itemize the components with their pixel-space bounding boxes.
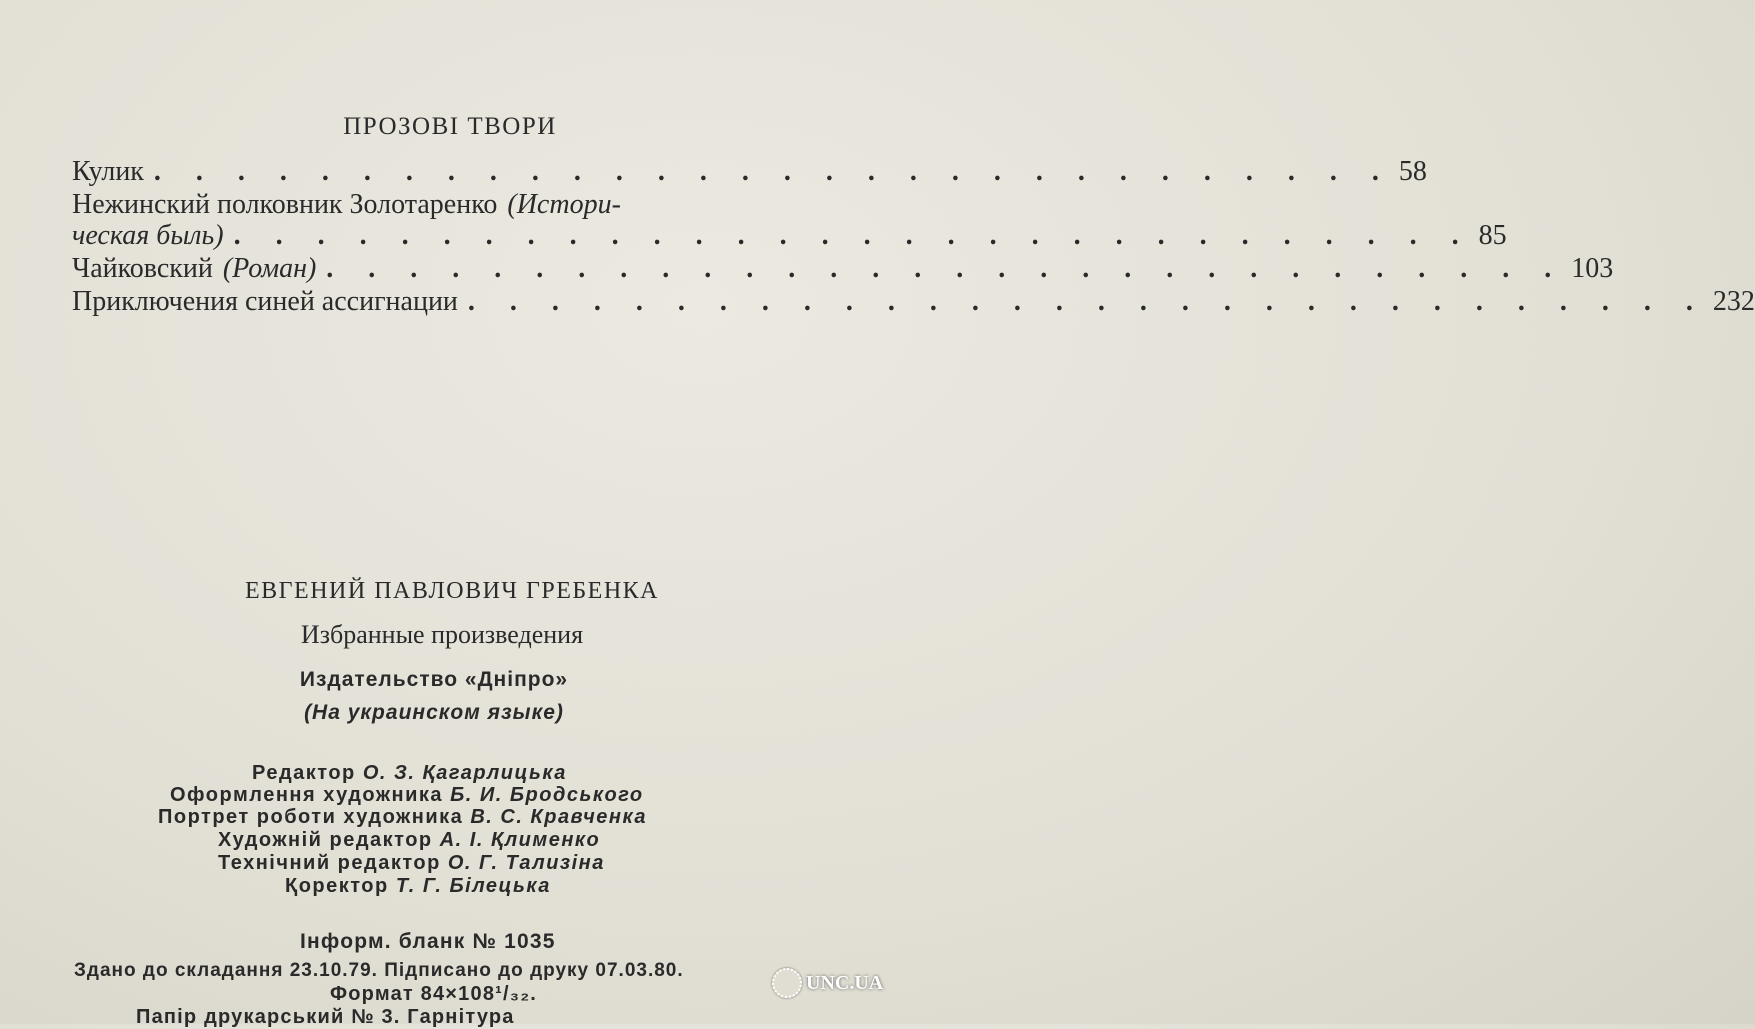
credit-role: Қоректор [285, 875, 389, 897]
credit-name: О. З. Қагарлицька [362, 762, 567, 784]
credit-role: Портрет роботи художника [158, 806, 464, 828]
credit-line [218, 829, 600, 852]
toc-entry-title: Чайковский [72, 253, 213, 284]
credit-line [218, 852, 605, 875]
credit-role: Технічний редактор [218, 852, 441, 874]
imprint-format: Формат 84×108¹/₃₂. [330, 983, 538, 1005]
credit-role: Редактор [252, 762, 356, 784]
toc-entry-page: 232 [1712, 286, 1755, 317]
toc-entry [72, 189, 830, 221]
credit-role: Художній редактор [218, 829, 433, 851]
toc-leader-dots: . . . . . . . . . . . . . . . . . . . . . . . . . . . . . . [153, 156, 1393, 187]
credit-line [158, 806, 647, 829]
imprint-paper: Папір друкарський № 3. Гарнітура [136, 1006, 515, 1028]
book-title: Избранные произведения [300, 620, 584, 649]
credit-name: Т. Г. Білецька [395, 875, 551, 897]
toc-entry-continued [72, 220, 1507, 252]
toc-entry [72, 253, 1614, 285]
toc-entry-note: (Роман) [222, 253, 317, 284]
imprint-dates: Здано до складання 23.10.79. Підписано до друку 07.03.80. [74, 960, 684, 981]
toc-entry-title: Приключения синей ассигнации [72, 286, 458, 317]
credit-line [285, 875, 551, 898]
sun-logo-icon [772, 968, 802, 998]
credit-name: В. С. Кравченка [470, 806, 648, 828]
toc-heading: ПРОЗОВІ ТВОРИ [343, 113, 557, 140]
language-note: (На украинском языке) [304, 701, 564, 724]
credit-name: О. Г. Тализіна [447, 852, 605, 874]
toc-entry-page: 103 [1571, 253, 1614, 284]
credit-role: Оформлення художника [170, 784, 444, 806]
toc-leader-dots: . . . . . . . . . . . . . . . . . . . . . . . . . . . . . . [233, 220, 1473, 251]
toc-entry-title: Кулик [72, 156, 144, 187]
toc-entry-title: Нежинский полковник Золотаренко [72, 189, 498, 220]
toc-entry [72, 286, 1755, 318]
credit-name: Б. И. Бродського [450, 784, 644, 806]
toc-entry-note: (Истори- [507, 189, 621, 220]
toc-entry-page: 58 [1398, 156, 1427, 187]
watermark [772, 968, 883, 998]
credit-line [170, 784, 644, 807]
publisher: Издательство «Дніпро» [299, 668, 569, 691]
author-name: ЕВГЕНИЙ ПАВЛОВИЧ ГРЕБЕНКА [245, 578, 659, 604]
toc-entry [72, 156, 1427, 188]
toc-entry-note: ческая быль) [72, 220, 224, 251]
toc-leader-dots: . . . . . . . . . . . . . . . . . . . . . . . . . . . . . . [467, 286, 1707, 317]
credit-line [252, 762, 567, 785]
info-form-number: Інформ. бланк № 1035 [300, 930, 556, 953]
toc-leader-dots: . . . . . . . . . . . . . . . . . . . . . . . . . . . . . . [326, 253, 1566, 284]
credit-name: А. І. Қлименко [439, 829, 601, 851]
toc-entry-page: 85 [1478, 220, 1507, 251]
watermark-text: UNC.UA [806, 971, 884, 994]
